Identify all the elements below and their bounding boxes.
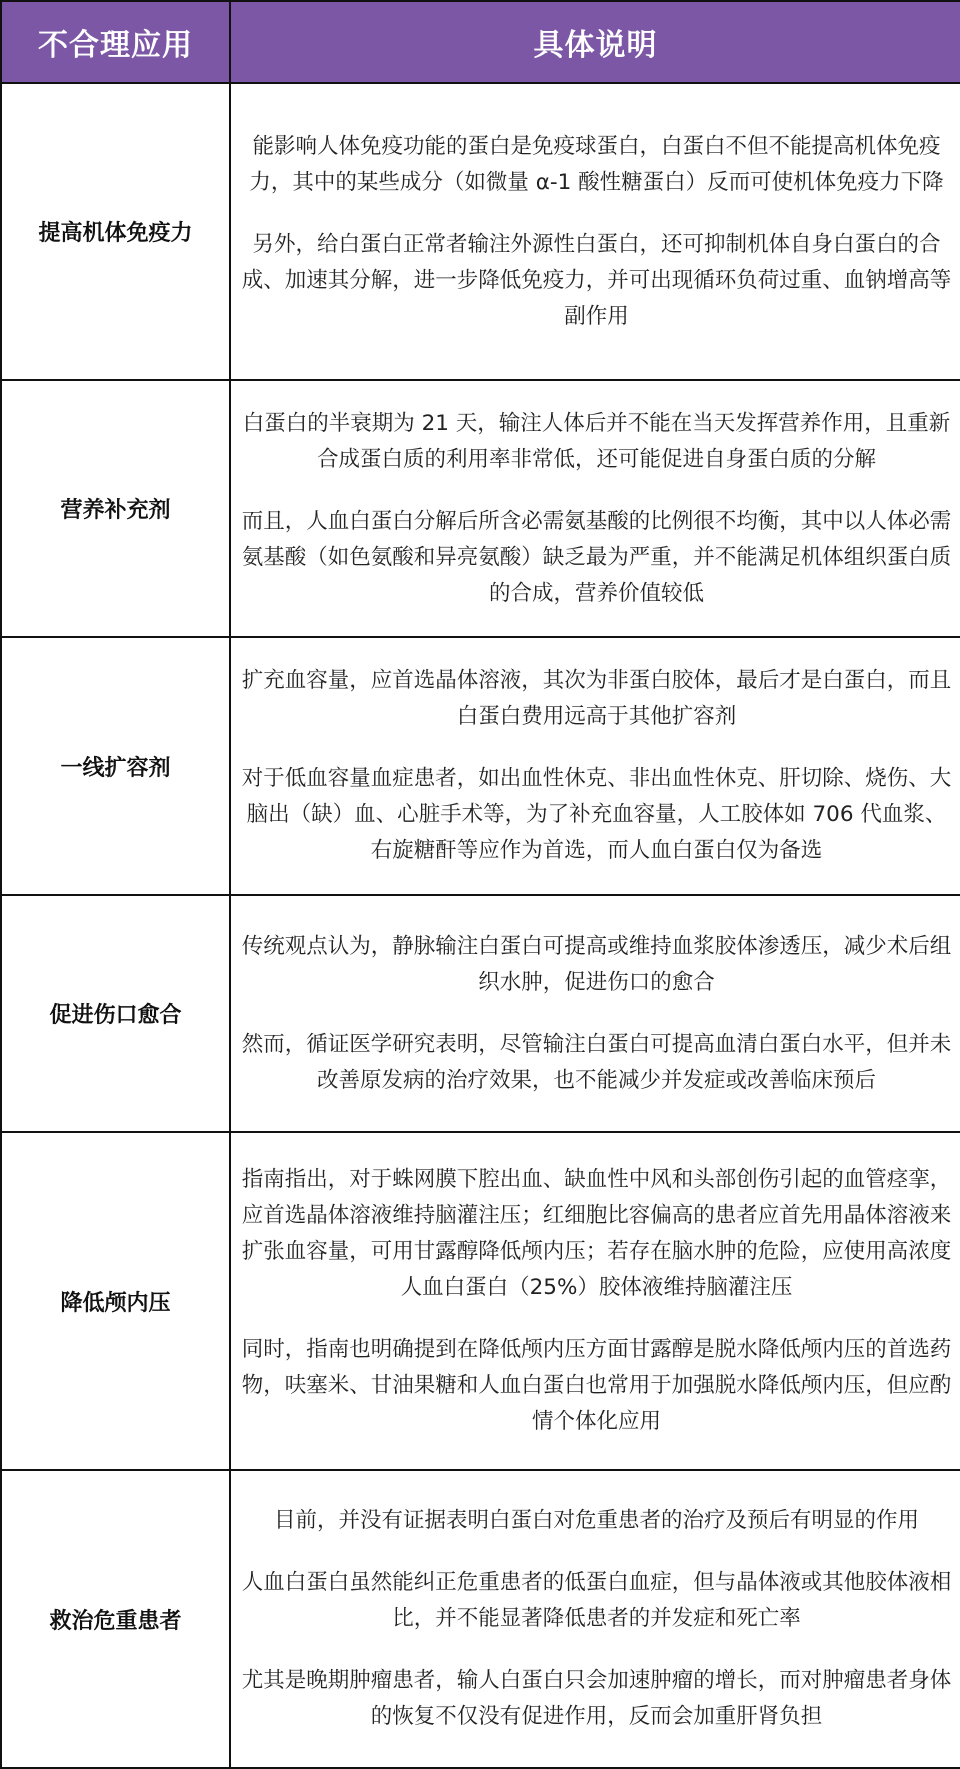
category-cell: 促进伤口愈合 [1, 895, 230, 1132]
description-cell [230, 1132, 960, 1470]
description-paragraph: 对于低血容量血症患者，如出血性休克、非出血性休克、肝切除、烧伤、大脑出（缺）血、心脏手术等，为了补充血容量，人工胶体如 706 代血浆、右旋糖酐等应作为首选，而人血白蛋白仅为备选 [241, 766, 952, 863]
description-cell [230, 895, 960, 1132]
description-cell [230, 1470, 960, 1768]
category-cell: 提高机体免疫力 [1, 83, 230, 380]
category-cell: 一线扩容剂 [1, 637, 230, 895]
description-paragraph: 尤其是晚期肿瘤患者，输人白蛋白只会加速肿瘤的增长，而对肿瘤患者身体的恢复不仅没有促进作用，反而会加重肝肾负担 [241, 1668, 952, 1729]
table-row [1, 637, 960, 895]
description-paragraph: 扩充血容量，应首选晶体溶液，其次为非蛋白胶体，最后才是白蛋白，而且白蛋白费用远高于其他扩容剂 [241, 668, 952, 729]
description-paragraph: 目前，并没有证据表明白蛋白对危重患者的治疗及预后有明显的作用 [273, 1508, 919, 1533]
description-paragraph: 然而，循证医学研究表明，尽管输注白蛋白可提高血清白蛋白水平，但并未改善原发病的治疗效果，也不能减少并发症或改善临床预后 [241, 1031, 952, 1093]
description-paragraph: 指南指出，对于蛛网膜下腔出血、缺血性中风和头部创伤引起的血管痉挛，应首选晶体溶液维持脑灌注压；红细胞比容偏高的患者应首先用晶体溶液来扩张血容量，可用甘露醇降低颅内压；若存在脑水肿的危险，应使用高浓度人血白蛋白（25%）胶体液维持脑灌注压 [241, 1167, 952, 1300]
description-cell [230, 637, 960, 895]
category-cell: 降低颅内压 [1, 1132, 230, 1470]
description-paragraph: 白蛋白的半衰期为 21 天，输注人体后并不能在当天发挥营养作用，且重新合成蛋白质的利用率非常低，还可能促进自身蛋白质的分解 [242, 410, 951, 472]
table-row [1, 380, 960, 637]
description-paragraph: 人血白蛋白虽然能纠正危重患者的低蛋白血症，但与晶体液或其他胶体液相比，并不能显著降低患者的并发症和死亡率 [241, 1570, 952, 1631]
table-row [1, 1470, 960, 1768]
description-paragraph: 传统观点认为，静脉输注白蛋白可提高或维持血浆胶体渗透压，减少术后组织水肿，促进伤口的愈合 [241, 933, 952, 995]
table-row [1, 83, 960, 380]
description-paragraph: 而且，人血白蛋白分解后所含必需氨基酸的比例很不均衡，其中以人体必需氨基酸（如色氨酸和异亮氨酸）缺乏最为严重，并不能满足机体组织蛋白质的合成，营养价值较低 [241, 508, 952, 606]
table-row [1, 1132, 960, 1470]
header-row [1, 1, 960, 83]
category-cell: 救治危重患者 [1, 1470, 230, 1768]
description-cell [230, 380, 960, 637]
header-improper-use: 不合理应用 [1, 1, 230, 83]
description-cell [230, 83, 960, 380]
description-paragraph: 能影响人体免疫功能的蛋白是免疫球蛋白，白蛋白不但不能提高机体免疫力，其中的某些成分（如微量 α-1 酸性糖蛋白）反而可使机体免疫力下降 [249, 133, 944, 195]
description-paragraph: 同时，指南也明确提到在降低颅内压方面甘露醇是脱水降低颅内压的首选药物，呋塞米、甘油果糖和人血白蛋白也常用于加强脱水降低颅内压，但应酌情个体化应用 [241, 1337, 952, 1434]
description-paragraph: 另外，给白蛋白正常者输注外源性白蛋白，还可抑制机体自身白蛋白的合成、加速其分解，进一步降低免疫力，并可出现循环负荷过重、血钠增高等副作用 [241, 231, 952, 329]
category-cell: 营养补充剂 [1, 380, 230, 637]
table-row [1, 895, 960, 1132]
header-details: 具体说明 [230, 1, 960, 83]
